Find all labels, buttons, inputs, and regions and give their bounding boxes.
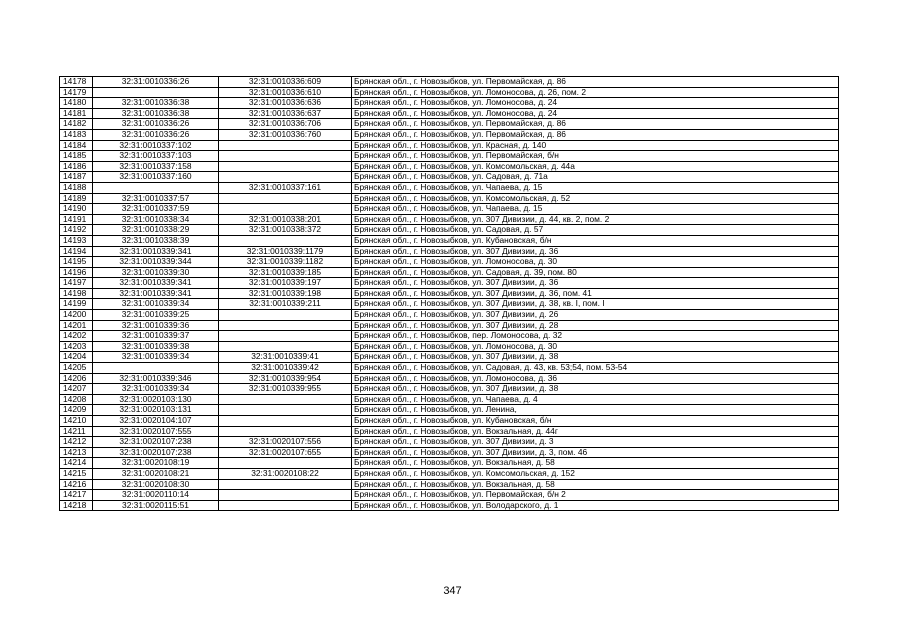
parcel-cadastral-number-cell: 32:31:0010339:341 <box>93 246 219 257</box>
row-number-cell: 14180 <box>60 98 93 109</box>
row-number-cell: 14190 <box>60 204 93 215</box>
object-cadastral-number-cell <box>219 310 352 321</box>
address-cell: Брянская обл., г. Новозыбков, пер. Ломоносова, д. 32 <box>352 331 839 342</box>
address-cell: Брянская обл., г. Новозыбков, ул. Ломоносова, д. 30 <box>352 341 839 352</box>
row-number-cell: 14194 <box>60 246 93 257</box>
address-cell: Брянская обл., г. Новозыбков, ул. Красная, д. 140 <box>352 140 839 151</box>
table-row <box>60 278 839 289</box>
parcel-cadastral-number-cell: 32:31:0020108:21 <box>93 468 219 479</box>
object-cadastral-number-cell <box>219 416 352 427</box>
row-number-cell: 14217 <box>60 490 93 501</box>
parcel-cadastral-number-cell: 32:31:0020107:238 <box>93 437 219 448</box>
object-cadastral-number-cell <box>219 151 352 162</box>
address-cell: Брянская обл., г. Новозыбков, ул. Первомайская, д. 86 <box>352 77 839 88</box>
table-row <box>60 500 839 511</box>
row-number-cell: 14182 <box>60 119 93 130</box>
object-cadastral-number-cell: 32:31:0010339:955 <box>219 384 352 395</box>
address-cell: Брянская обл., г. Новозыбков, ул. Комсомольская, д. 52 <box>352 193 839 204</box>
row-number-cell: 14211 <box>60 426 93 437</box>
address-cell: Брянская обл., г. Новозыбков, ул. 307 Дивизии, д. 28 <box>352 320 839 331</box>
cadastral-table-body <box>60 77 839 511</box>
object-cadastral-number-cell: 32:31:0010339:1182 <box>219 257 352 268</box>
table-row <box>60 246 839 257</box>
address-cell: Брянская обл., г. Новозыбков, ул. 307 Дивизии, д. 36 <box>352 246 839 257</box>
address-cell: Брянская обл., г. Новозыбков, ул. Вокзальная, д. 44г <box>352 426 839 437</box>
row-number-cell: 14188 <box>60 182 93 193</box>
address-cell: Брянская обл., г. Новозыбков, ул. Ломоносова, д. 36 <box>352 373 839 384</box>
table-row <box>60 182 839 193</box>
object-cadastral-number-cell <box>219 405 352 416</box>
row-number-cell: 14199 <box>60 299 93 310</box>
object-cadastral-number-cell <box>219 394 352 405</box>
row-number-cell: 14187 <box>60 172 93 183</box>
object-cadastral-number-cell: 32:31:0010336:706 <box>219 119 352 130</box>
object-cadastral-number-cell: 32:31:0010339:198 <box>219 288 352 299</box>
table-row <box>60 468 839 479</box>
object-cadastral-number-cell <box>219 204 352 215</box>
cadastral-table <box>59 76 839 511</box>
parcel-cadastral-number-cell: 32:31:0010336:26 <box>93 129 219 140</box>
row-number-cell: 14205 <box>60 363 93 374</box>
parcel-cadastral-number-cell <box>93 87 219 98</box>
parcel-cadastral-number-cell: 32:31:0010337:103 <box>93 151 219 162</box>
parcel-cadastral-number-cell: 32:31:0010339:38 <box>93 341 219 352</box>
parcel-cadastral-number-cell: 32:31:0010338:29 <box>93 225 219 236</box>
address-cell: Брянская обл., г. Новозыбков, ул. Садовая, д. 57 <box>352 225 839 236</box>
address-cell: Брянская обл., г. Новозыбков, ул. Первомайская, д. 86 <box>352 129 839 140</box>
table-row <box>60 119 839 130</box>
object-cadastral-number-cell: 32:31:0010336:637 <box>219 108 352 119</box>
row-number-cell: 14210 <box>60 416 93 427</box>
row-number-cell: 14209 <box>60 405 93 416</box>
address-cell: Брянская обл., г. Новозыбков, ул. Ломоносова, д. 26, пом. 2 <box>352 87 839 98</box>
parcel-cadastral-number-cell: 32:31:0010339:344 <box>93 257 219 268</box>
row-number-cell: 14185 <box>60 151 93 162</box>
parcel-cadastral-number-cell: 32:31:0020107:555 <box>93 426 219 437</box>
row-number-cell: 14198 <box>60 288 93 299</box>
row-number-cell: 14215 <box>60 468 93 479</box>
object-cadastral-number-cell: 32:31:0010339:42 <box>219 363 352 374</box>
table-row <box>60 363 839 374</box>
object-cadastral-number-cell: 32:31:0010336:636 <box>219 98 352 109</box>
object-cadastral-number-cell: 32:31:0010336:609 <box>219 77 352 88</box>
table-row <box>60 416 839 427</box>
parcel-cadastral-number-cell: 32:31:0010339:34 <box>93 384 219 395</box>
table-row <box>60 352 839 363</box>
parcel-cadastral-number-cell: 32:31:0020115:51 <box>93 500 219 511</box>
parcel-cadastral-number-cell: 32:31:0020108:19 <box>93 458 219 469</box>
row-number-cell: 14200 <box>60 310 93 321</box>
table-row <box>60 437 839 448</box>
row-number-cell: 14204 <box>60 352 93 363</box>
row-number-cell: 14216 <box>60 479 93 490</box>
address-cell: Брянская обл., г. Новозыбков, ул. Садовая, д. 43, кв. 53;54, пом. 53-54 <box>352 363 839 374</box>
row-number-cell: 14181 <box>60 108 93 119</box>
parcel-cadastral-number-cell: 32:31:0020110:14 <box>93 490 219 501</box>
object-cadastral-number-cell: 32:31:0020108:22 <box>219 468 352 479</box>
address-cell: Брянская обл., г. Новозыбков, ул. 307 Дивизии, д. 26 <box>352 310 839 321</box>
address-cell: Брянская обл., г. Новозыбков, ул. Чапаева, д. 4 <box>352 394 839 405</box>
address-cell: Брянская обл., г. Новозыбков, ул. Вокзальная, д. 58 <box>352 479 839 490</box>
table-row <box>60 129 839 140</box>
address-cell: Брянская обл., г. Новозыбков, ул. Садовая, д. 39, пом. 80 <box>352 267 839 278</box>
table-row <box>60 267 839 278</box>
parcel-cadastral-number-cell: 32:31:0010339:34 <box>93 352 219 363</box>
address-cell: Брянская обл., г. Новозыбков, ул. Кубановская, б/н <box>352 235 839 246</box>
parcel-cadastral-number-cell: 32:31:0020103:131 <box>93 405 219 416</box>
row-number-cell: 14178 <box>60 77 93 88</box>
parcel-cadastral-number-cell: 32:31:0010337:160 <box>93 172 219 183</box>
parcel-cadastral-number-cell: 32:31:0010339:341 <box>93 278 219 289</box>
parcel-cadastral-number-cell: 32:31:0010338:34 <box>93 214 219 225</box>
table-row <box>60 151 839 162</box>
address-cell: Брянская обл., г. Новозыбков, ул. Ломоносова, д. 24 <box>352 98 839 109</box>
table-row <box>60 161 839 172</box>
row-number-cell: 14184 <box>60 140 93 151</box>
address-cell: Брянская обл., г. Новозыбков, ул. 307 Дивизии, д. 3, пом. 46 <box>352 447 839 458</box>
table-row <box>60 193 839 204</box>
address-cell: Брянская обл., г. Новозыбков, ул. Чапаева, д. 15 <box>352 204 839 215</box>
table-row <box>60 77 839 88</box>
address-cell: Брянская обл., г. Новозыбков, ул. Кубановская, б/н <box>352 416 839 427</box>
object-cadastral-number-cell <box>219 426 352 437</box>
table-row <box>60 447 839 458</box>
row-number-cell: 14196 <box>60 267 93 278</box>
object-cadastral-number-cell: 32:31:0020107:556 <box>219 437 352 448</box>
row-number-cell: 14207 <box>60 384 93 395</box>
table-row <box>60 373 839 384</box>
object-cadastral-number-cell <box>219 500 352 511</box>
table-row <box>60 479 839 490</box>
parcel-cadastral-number-cell: 32:31:0010339:34 <box>93 299 219 310</box>
parcel-cadastral-number-cell: 32:31:0020108:30 <box>93 479 219 490</box>
table-row <box>60 299 839 310</box>
row-number-cell: 14201 <box>60 320 93 331</box>
object-cadastral-number-cell <box>219 458 352 469</box>
parcel-cadastral-number-cell: 32:31:0010339:30 <box>93 267 219 278</box>
parcel-cadastral-number-cell: 32:31:0010336:26 <box>93 119 219 130</box>
row-number-cell: 14208 <box>60 394 93 405</box>
address-cell: Брянская обл., г. Новозыбков, ул. Вокзальная, д. 58 <box>352 458 839 469</box>
object-cadastral-number-cell: 32:31:0010338:201 <box>219 214 352 225</box>
table-row <box>60 172 839 183</box>
row-number-cell: 14186 <box>60 161 93 172</box>
address-cell: Брянская обл., г. Новозыбков, ул. 307 Дивизии, д. 36, пом. 41 <box>352 288 839 299</box>
object-cadastral-number-cell: 32:31:0020107:655 <box>219 447 352 458</box>
table-row <box>60 341 839 352</box>
address-cell: Брянская обл., г. Новозыбков, ул. 307 Дивизии, д. 38, кв. I, пом. I <box>352 299 839 310</box>
object-cadastral-number-cell <box>219 320 352 331</box>
object-cadastral-number-cell: 32:31:0010337:161 <box>219 182 352 193</box>
object-cadastral-number-cell: 32:31:0010339:41 <box>219 352 352 363</box>
table-row <box>60 458 839 469</box>
table-row <box>60 235 839 246</box>
parcel-cadastral-number-cell: 32:31:0010337:158 <box>93 161 219 172</box>
table-row <box>60 214 839 225</box>
parcel-cadastral-number-cell: 32:31:0010338:39 <box>93 235 219 246</box>
object-cadastral-number-cell <box>219 161 352 172</box>
object-cadastral-number-cell: 32:31:0010339:211 <box>219 299 352 310</box>
table-row <box>60 225 839 236</box>
object-cadastral-number-cell: 32:31:0010339:197 <box>219 278 352 289</box>
address-cell: Брянская обл., г. Новозыбков, ул. Садовая, д. 71а <box>352 172 839 183</box>
parcel-cadastral-number-cell: 32:31:0010339:346 <box>93 373 219 384</box>
object-cadastral-number-cell <box>219 140 352 151</box>
address-cell: Брянская обл., г. Новозыбков, ул. Чапаева, д. 15 <box>352 182 839 193</box>
parcel-cadastral-number-cell: 32:31:0020103:130 <box>93 394 219 405</box>
row-number-cell: 14189 <box>60 193 93 204</box>
table-row <box>60 426 839 437</box>
page-number: 347 <box>443 585 462 597</box>
address-cell: Брянская обл., г. Новозыбков, ул. Первомайская, б/н 2 <box>352 490 839 501</box>
parcel-cadastral-number-cell: 32:31:0010337:102 <box>93 140 219 151</box>
object-cadastral-number-cell <box>219 172 352 183</box>
table-row <box>60 257 839 268</box>
row-number-cell: 14195 <box>60 257 93 268</box>
address-cell: Брянская обл., г. Новозыбков, ул. 307 Дивизии, д. 3 <box>352 437 839 448</box>
table-row <box>60 87 839 98</box>
table-row <box>60 405 839 416</box>
table-row <box>60 331 839 342</box>
address-cell: Брянская обл., г. Новозыбков, ул. 307 Дивизии, д. 44, кв. 2, пом. 2 <box>352 214 839 225</box>
address-cell: Брянская обл., г. Новозыбков, ул. Ленина, <box>352 405 839 416</box>
object-cadastral-number-cell <box>219 479 352 490</box>
parcel-cadastral-number-cell: 32:31:0010339:25 <box>93 310 219 321</box>
table-row <box>60 394 839 405</box>
object-cadastral-number-cell: 32:31:0010336:760 <box>219 129 352 140</box>
object-cadastral-number-cell <box>219 193 352 204</box>
row-number-cell: 14191 <box>60 214 93 225</box>
object-cadastral-number-cell <box>219 235 352 246</box>
row-number-cell: 14197 <box>60 278 93 289</box>
table-row <box>60 98 839 109</box>
table-row <box>60 490 839 501</box>
row-number-cell: 14202 <box>60 331 93 342</box>
address-cell: Брянская обл., г. Новозыбков, ул. Комсомольская, д. 152 <box>352 468 839 479</box>
row-number-cell: 14192 <box>60 225 93 236</box>
object-cadastral-number-cell: 32:31:0010339:1179 <box>219 246 352 257</box>
table-row <box>60 288 839 299</box>
parcel-cadastral-number-cell: 32:31:0010339:37 <box>93 331 219 342</box>
address-cell: Брянская обл., г. Новозыбков, ул. 307 Дивизии, д. 38 <box>352 384 839 395</box>
address-cell: Брянская обл., г. Новозыбков, ул. 307 Дивизии, д. 36 <box>352 278 839 289</box>
table-row <box>60 384 839 395</box>
address-cell: Брянская обл., г. Новозыбков, ул. Ломоносова, д. 24 <box>352 108 839 119</box>
parcel-cadastral-number-cell: 32:31:0010339:36 <box>93 320 219 331</box>
row-number-cell: 14183 <box>60 129 93 140</box>
row-number-cell: 14179 <box>60 87 93 98</box>
parcel-cadastral-number-cell <box>93 363 219 374</box>
address-cell: Брянская обл., г. Новозыбков, ул. Первомайская, б/н <box>352 151 839 162</box>
parcel-cadastral-number-cell: 32:31:0020104:107 <box>93 416 219 427</box>
row-number-cell: 14203 <box>60 341 93 352</box>
address-cell: Брянская обл., г. Новозыбков, ул. 307 Дивизии, д. 38 <box>352 352 839 363</box>
address-cell: Брянская обл., г. Новозыбков, ул. Ломоносова, д. 30 <box>352 257 839 268</box>
row-number-cell: 14214 <box>60 458 93 469</box>
address-cell: Брянская обл., г. Новозыбков, ул. Володарского, д. 1 <box>352 500 839 511</box>
parcel-cadastral-number-cell <box>93 182 219 193</box>
object-cadastral-number-cell: 32:31:0010336:610 <box>219 87 352 98</box>
row-number-cell: 14213 <box>60 447 93 458</box>
object-cadastral-number-cell: 32:31:0010339:185 <box>219 267 352 278</box>
row-number-cell: 14218 <box>60 500 93 511</box>
parcel-cadastral-number-cell: 32:31:0020107:238 <box>93 447 219 458</box>
parcel-cadastral-number-cell: 32:31:0010336:38 <box>93 98 219 109</box>
address-cell: Брянская обл., г. Новозыбков, ул. Первомайская, д. 86 <box>352 119 839 130</box>
parcel-cadastral-number-cell: 32:31:0010339:341 <box>93 288 219 299</box>
parcel-cadastral-number-cell: 32:31:0010337:59 <box>93 204 219 215</box>
object-cadastral-number-cell: 32:31:0010339:954 <box>219 373 352 384</box>
table-row <box>60 140 839 151</box>
object-cadastral-number-cell: 32:31:0010338:372 <box>219 225 352 236</box>
table-row <box>60 320 839 331</box>
table-row <box>60 310 839 321</box>
object-cadastral-number-cell <box>219 490 352 501</box>
parcel-cadastral-number-cell: 32:31:0010336:38 <box>93 108 219 119</box>
row-number-cell: 14193 <box>60 235 93 246</box>
parcel-cadastral-number-cell: 32:31:0010337:57 <box>93 193 219 204</box>
address-cell: Брянская обл., г. Новозыбков, ул. Комсомольская, д. 44а <box>352 161 839 172</box>
table-row <box>60 204 839 215</box>
row-number-cell: 14206 <box>60 373 93 384</box>
object-cadastral-number-cell <box>219 341 352 352</box>
object-cadastral-number-cell <box>219 331 352 342</box>
row-number-cell: 14212 <box>60 437 93 448</box>
table-row <box>60 108 839 119</box>
parcel-cadastral-number-cell: 32:31:0010336:26 <box>93 77 219 88</box>
